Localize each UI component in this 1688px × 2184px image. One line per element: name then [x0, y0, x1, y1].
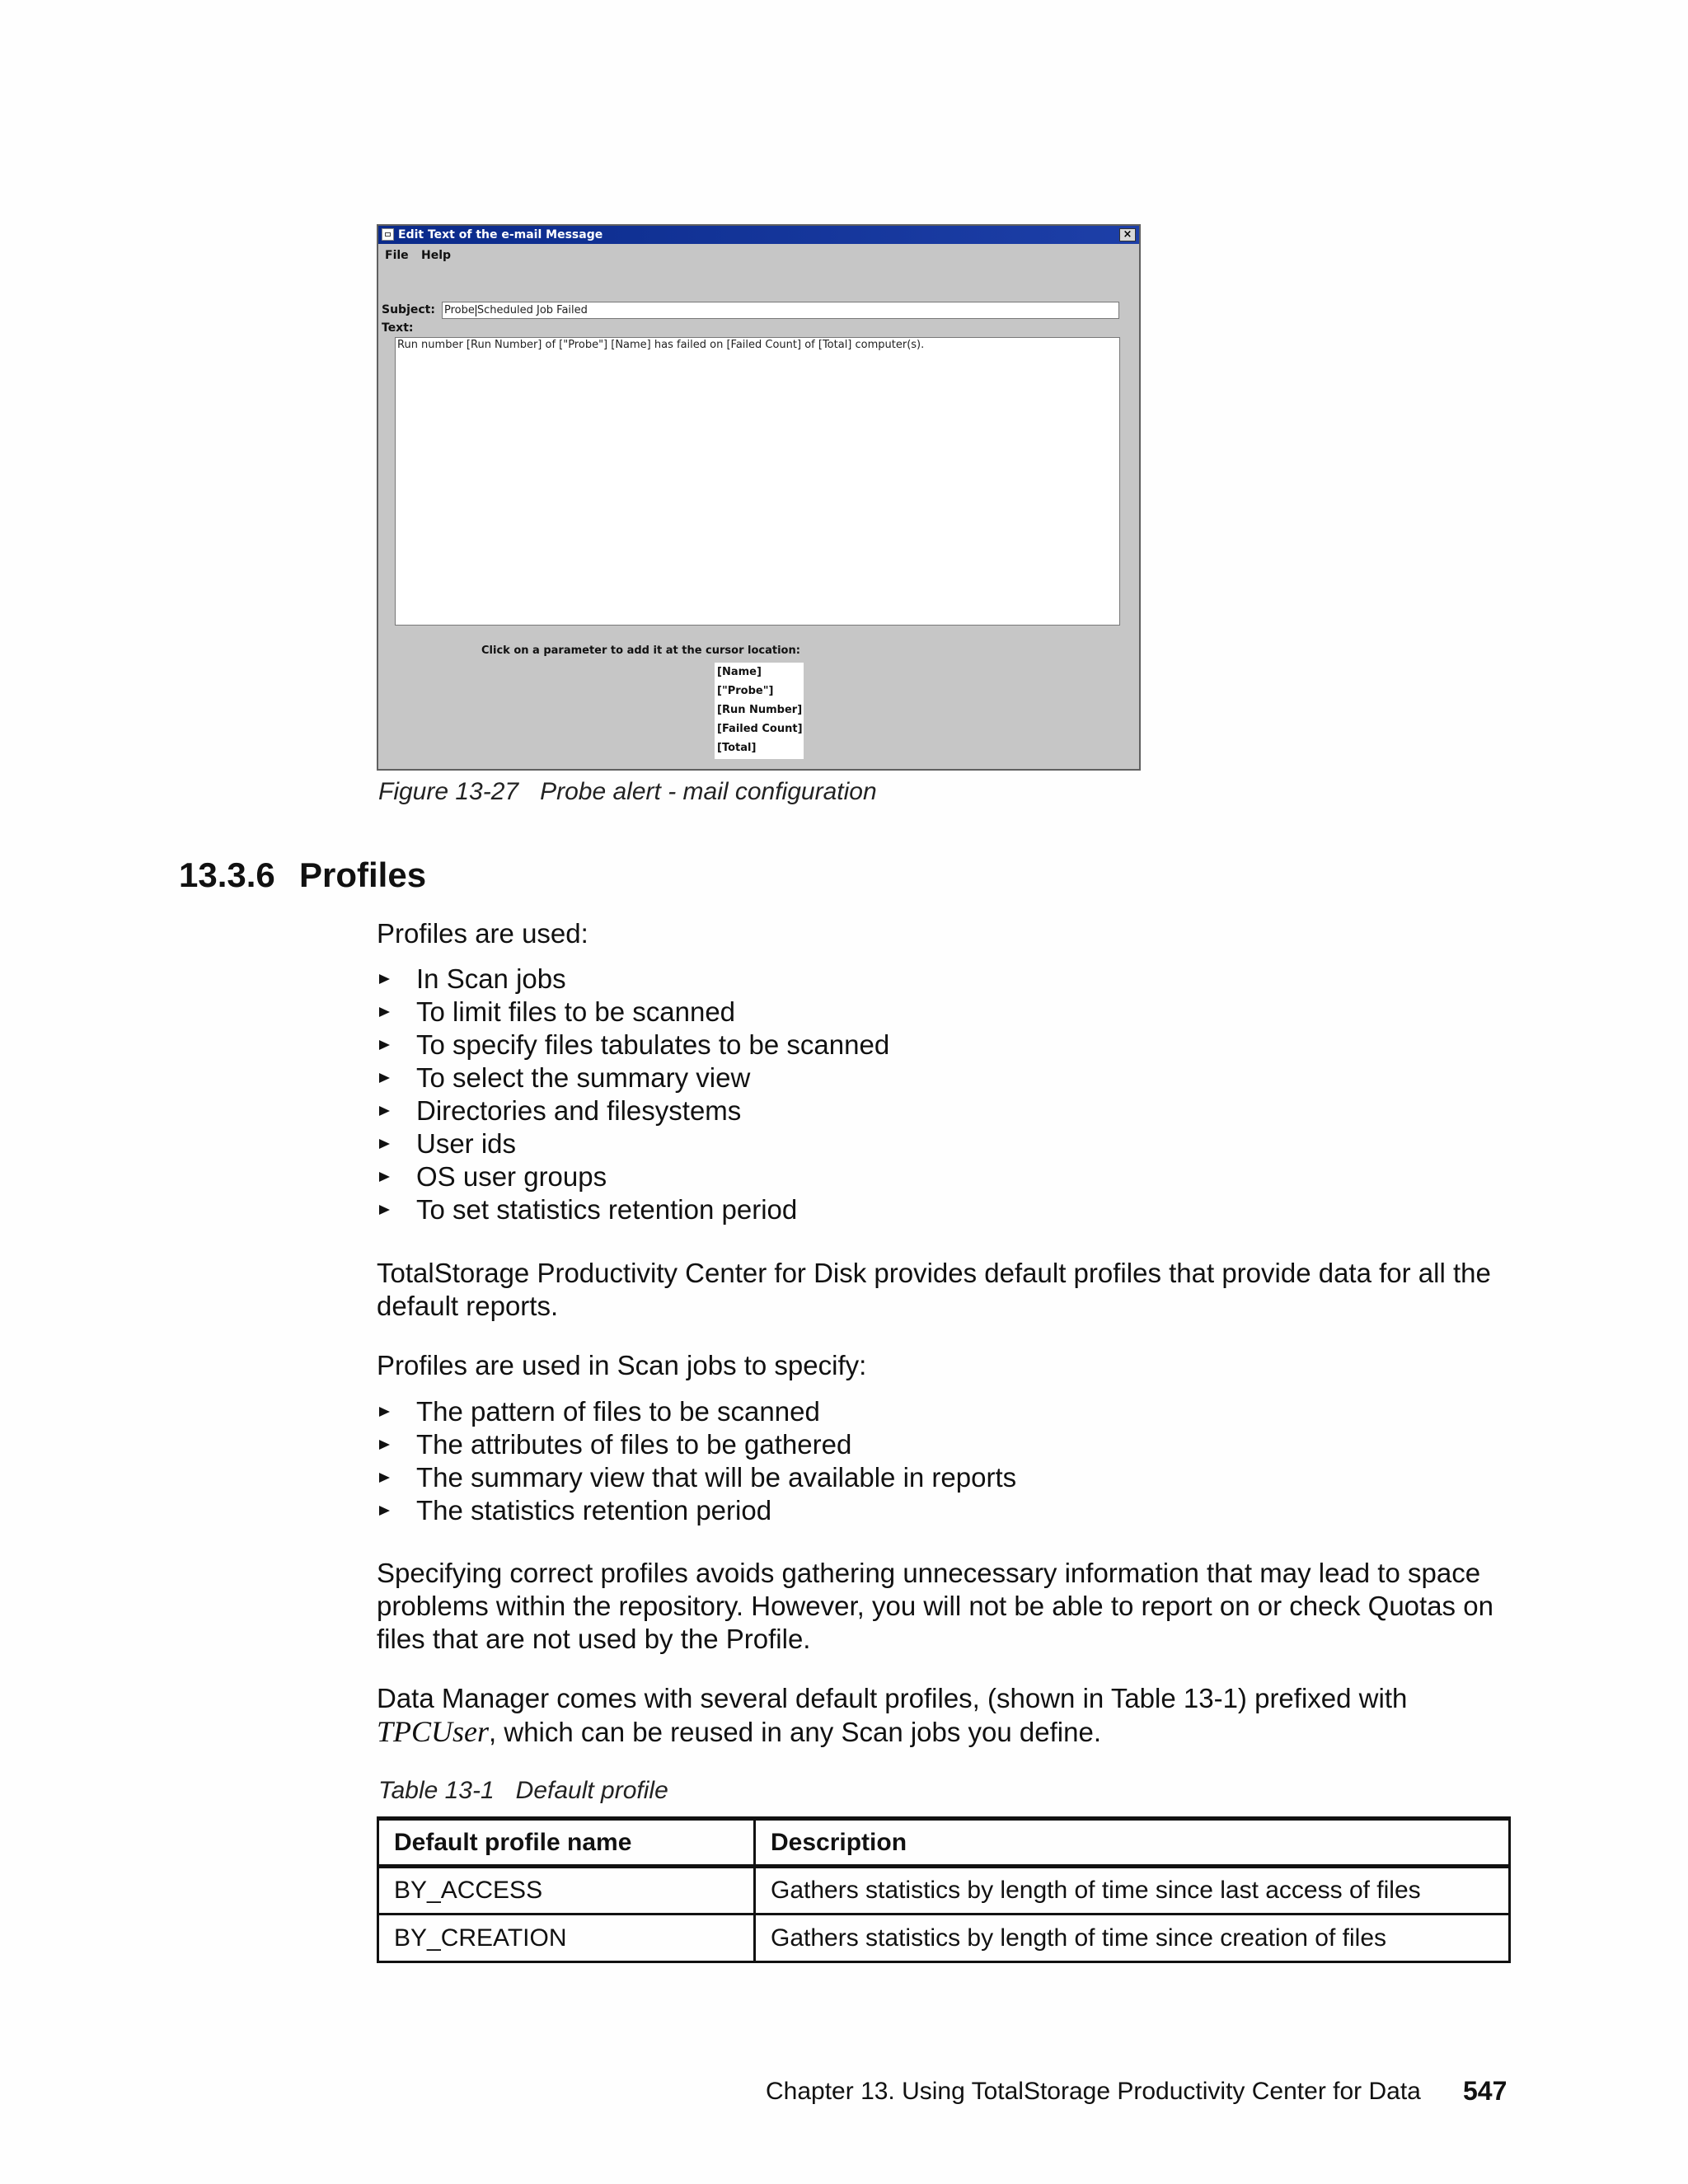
dialog-titlebar [378, 226, 1139, 244]
parameter-item[interactable]: [Total] [717, 742, 757, 754]
table-cell: Gathers statistics by length of time since creation of files [755, 1915, 1510, 1962]
menu-help[interactable]: Help [421, 249, 452, 262]
window-app-icon [382, 228, 394, 241]
default-profiles-paragraph: TotalStorage Productivity Center for Disk provides default profiles that provide data for all the default reports. [377, 1258, 1491, 1321]
table-row [378, 1867, 1510, 1915]
scan-items-list [377, 1395, 1514, 1527]
data-manager-paragraph [377, 1682, 1522, 1749]
parameter-item[interactable]: [Name] [717, 666, 762, 678]
list-item: In Scan jobs [377, 963, 1514, 996]
table-cell: BY_ACCESS [378, 1867, 755, 1915]
subject-input[interactable] [442, 302, 1119, 319]
close-button[interactable]: × [1119, 228, 1136, 241]
list-item: To set statistics retention period [377, 1193, 1514, 1226]
parameter-item[interactable]: ["Probe"] [717, 685, 774, 697]
intro-paragraph: Profiles are used: [377, 918, 588, 949]
list-item: To limit files to be scanned [377, 996, 1514, 1029]
data-manager-text-end: , which can be reused in any Scan jobs you define. [489, 1717, 1101, 1747]
table-cell: Gathers statistics by length of time since last access of files [755, 1867, 1510, 1915]
list-item: To specify files tabulates to be scanned [377, 1029, 1514, 1062]
scan-intro-paragraph: Profiles are used in Scan jobs to specify: [377, 1350, 867, 1380]
column-header: Default profile name [378, 1819, 755, 1867]
subject-text-start: Probe [444, 304, 475, 316]
table-caption-text: Default profile [515, 1777, 668, 1804]
figure-label: Figure 13-27 [378, 778, 519, 805]
table-header-row [378, 1819, 1510, 1867]
page-number: 547 [1463, 2076, 1507, 2106]
data-manager-text: Data Manager comes with several default profiles, (shown in Table 13-1) prefixed with [377, 1683, 1408, 1713]
tpcuser-term: TPCUser [377, 1715, 490, 1748]
list-item: To select the summary view [377, 1062, 1514, 1094]
email-edit-dialog [377, 224, 1141, 771]
list-item: User ids [377, 1127, 1514, 1160]
list-item: The statistics retention period [377, 1494, 1514, 1527]
column-header: Description [755, 1819, 1510, 1867]
list-item: The summary view that will be available in reports [377, 1461, 1514, 1494]
menu-file[interactable]: File [385, 249, 409, 262]
section-title: Profiles [299, 855, 427, 894]
dialog-title: Edit Text of the e-mail Message [398, 228, 603, 241]
chapter-footer: Chapter 13. Using TotalStorage Productivity Center for Data [766, 2078, 1421, 2105]
figure-caption-text: Probe alert - mail configuration [540, 778, 877, 805]
subject-label: Subject: [382, 303, 435, 316]
menu-bar [378, 246, 1139, 264]
table-label: Table 13-1 [378, 1777, 495, 1804]
list-item: The attributes of files to be gathered [377, 1428, 1514, 1461]
section-heading [179, 855, 426, 895]
table-caption [378, 1777, 668, 1805]
table-row [378, 1915, 1510, 1962]
parameter-prompt: Click on a parameter to add it at the cursor location: [481, 644, 800, 657]
list-item: The pattern of files to be scanned [377, 1395, 1514, 1428]
list-item: Directories and filesystems [377, 1094, 1514, 1127]
table-cell: BY_CREATION [378, 1915, 755, 1962]
default-profile-table [377, 1816, 1511, 1963]
parameter-list[interactable] [715, 663, 804, 759]
message-text-area[interactable]: Run number [Run Number] of ["Probe"] [Name] has failed on [Failed Count] of [Total] computer(s). [395, 337, 1120, 626]
list-item: OS user groups [377, 1160, 1514, 1193]
text-label: Text: [382, 321, 414, 335]
specifying-paragraph: Specifying correct profiles avoids gathering unnecessary information that may lead to space problems within the repository. However, you will not be able to report on or check Quotas on files that are not used by the Profile. [377, 1558, 1493, 1654]
subject-text-end: Scheduled Job Failed [476, 304, 588, 316]
parameter-item[interactable]: [Failed Count] [717, 723, 803, 735]
parameter-item[interactable]: [Run Number] [717, 704, 803, 716]
uses-list [377, 963, 1514, 1226]
figure-caption [378, 778, 877, 806]
section-number: 13.3.6 [179, 855, 275, 894]
